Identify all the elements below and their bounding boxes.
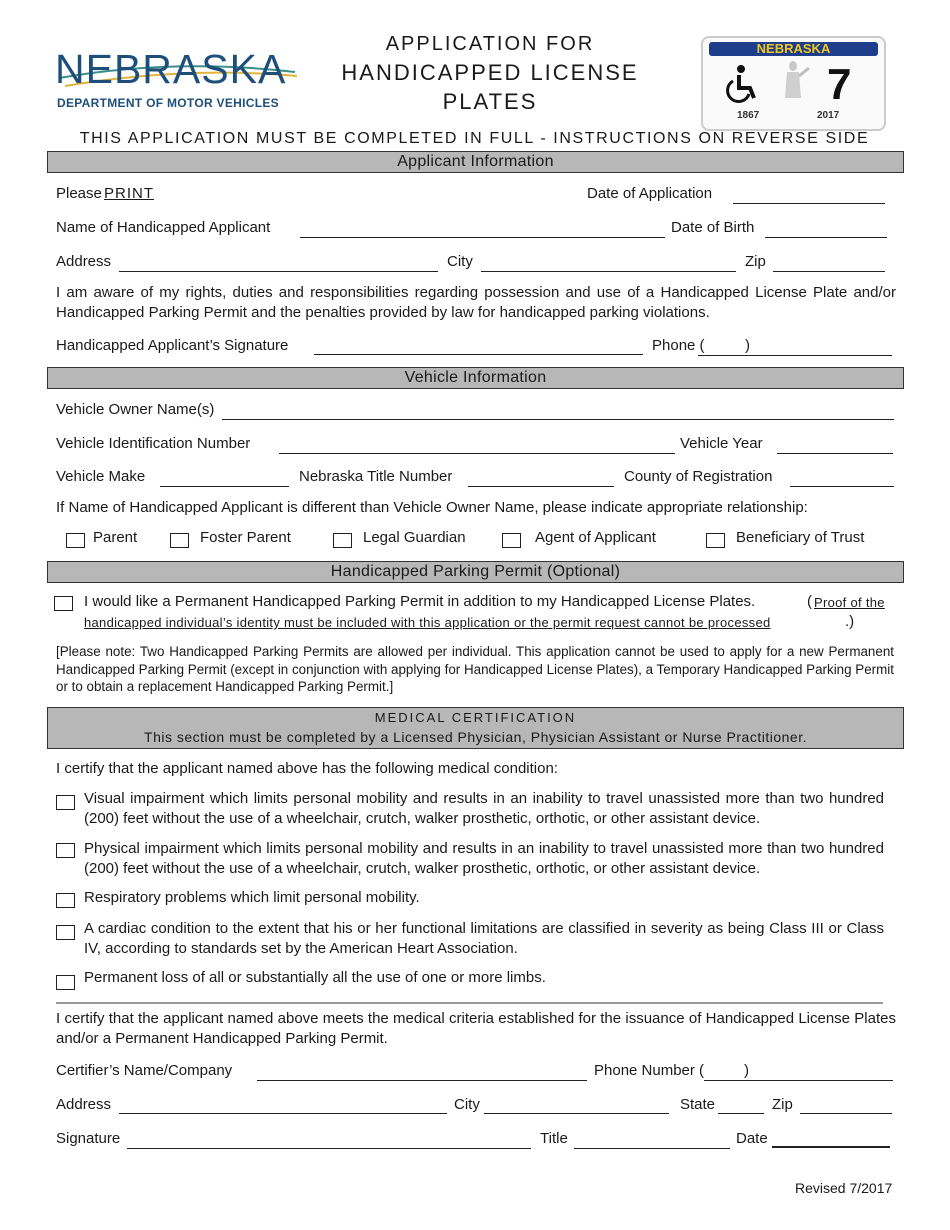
plate-year-right: 2017 [817,110,840,121]
certifier-name-field[interactable] [257,1080,587,1081]
certifier-signature-field[interactable] [127,1148,531,1149]
vin-label: Vehicle Identification Number [56,435,251,452]
certifier-date-field[interactable] [772,1146,890,1148]
legal-guardian-checkbox[interactable] [333,533,352,548]
county-label: County of Registration [624,468,773,485]
date-of-application-label: Date of Application [587,185,713,202]
applicant-phone-label: Phone ( [652,337,705,354]
respiratory-checkbox[interactable] [56,893,75,908]
applicant-city-field[interactable] [481,271,736,272]
applicant-address-field[interactable] [119,271,438,272]
revision-date: Revised 7/2017 [795,1180,893,1196]
logo-wordmark: NEBRASKA [55,46,287,92]
vehicle-owner-label: Vehicle Owner Name(s) [56,401,215,418]
plate-state: NEBRASKA [756,41,831,56]
cardiac-text: A cardiac condition to the extent that his or her functional limitations are classified in severity as being Class III or Class IV, according to standards set by the American Heart Association. [84,920,884,957]
beneficiary-of-trust-checkbox[interactable] [706,533,725,548]
date-of-application-field[interactable] [733,203,885,204]
instruction-banner: THIS APPLICATION MUST BE COMPLETED IN FULL - INSTRUCTIONS ON REVERSE SIDE [79,130,870,147]
plate-year-left: 1867 [737,110,760,121]
parent-checkbox[interactable] [66,533,85,548]
proof-open-paren: ( [807,593,812,610]
visual-impairment-checkbox[interactable] [56,795,75,810]
applicant-signature-label: Handicapped Applicant’s Signature [56,337,289,354]
legal-guardian-label: Legal Guardian [363,529,466,546]
certifier-address-label: Address [56,1096,112,1113]
sower-statue-icon [773,58,813,108]
date-of-birth-label: Date of Birth [671,219,755,236]
form-title-line3: PLATES [442,89,538,114]
relationship-prompt: If Name of Handicapped Applicant is different than Vehicle Owner Name, please indicate appropriate relationship: [56,499,808,516]
dmv-logo [55,46,300,112]
medical-certify-statement: I certify that the applicant named above meets the medical criteria established for the issuance of Handicapped License Plates and/or a Permanent Handicapped Parking Permit. [56,1010,896,1047]
medical-heading-subtitle: This section must be completed by a Licensed Physician, Physician Assistant or Nurse Practitioner. [144,729,807,745]
applicant-city-label: City [447,253,473,270]
proof-requirement-part2: handicapped individual’s identity must be included with this application or the permit request cannot be processed [84,615,771,630]
applicant-zip-label: Zip [745,253,766,270]
plate-number: 7 [827,60,852,109]
certifier-phone-field[interactable] [704,1080,893,1081]
certifier-phone-label: Phone Number ( [594,1062,705,1079]
respiratory-text: Respiratory problems which limit personal mobility. [84,889,420,906]
permit-request-text: I would like a Permanent Handicapped Parking Permit in addition to my Handicapped License Plates. [84,593,756,610]
permit-request-checkbox[interactable] [54,596,73,611]
foster-parent-checkbox[interactable] [170,533,189,548]
awareness-statement: I am aware of my rights, duties and responsibilities regarding possession and use of a Handicapped License Plate and/or Handicapped Parking Permit and the penalties provided by law for handicapped parking violations. [56,284,896,321]
applicant-phone-field[interactable] [698,355,892,356]
cardiac-checkbox[interactable] [56,925,75,940]
certifier-signature-label: Signature [56,1130,121,1147]
vehicle-make-field[interactable] [160,486,289,487]
please-label: Please [56,185,102,202]
applicant-phone-close: ) [745,337,750,354]
applicant-address-label: Address [56,253,112,270]
certifier-city-field[interactable] [484,1113,669,1114]
title-number-label: Nebraska Title Number [299,468,453,485]
certifier-address-field[interactable] [119,1113,447,1114]
certifier-phone-close: ) [744,1062,749,1079]
medical-heading-title: MEDICAL CERTIFICATION [374,710,577,725]
wheelchair-icon [719,64,759,104]
certifier-zip-label: Zip [772,1096,793,1113]
print-label: PRINT [104,185,154,202]
physical-impairment-checkbox[interactable] [56,843,75,858]
vehicle-make-label: Vehicle Make [56,468,146,485]
medical-intro: I certify that the applicant named above has the following medical condition: [56,760,558,777]
certifier-title-field[interactable] [574,1148,730,1149]
license-plate-image [701,36,886,131]
vin-field[interactable] [279,453,675,454]
vehicle-section-heading: Vehicle Information [47,367,904,389]
parent-label: Parent [93,529,138,546]
limb-loss-checkbox[interactable] [56,975,75,990]
permit-section-heading: Handicapped Parking Permit (Optional) [47,561,904,583]
medical-section-heading [47,707,904,749]
certifier-state-field[interactable] [718,1113,764,1114]
beneficiary-of-trust-label: Beneficiary of Trust [736,529,865,546]
vehicle-year-label: Vehicle Year [680,435,763,452]
county-field[interactable] [790,486,894,487]
vehicle-year-field[interactable] [777,453,893,454]
certifier-date-label: Date [736,1130,768,1147]
vehicle-owner-field[interactable] [222,419,894,420]
section-divider [56,1002,883,1004]
logo-department: DEPARTMENT OF MOTOR VEHICLES [57,96,279,110]
form-title-line1: APPLICATION FOR [385,33,595,55]
limb-loss-text: Permanent loss of all or substantially all the use of one or more limbs. [84,969,546,986]
permit-note: [Please note: Two Handicapped Parking Permits are allowed per individual. This application cannot be used to apply for a new Permanent Handicapped Parking Permit (except in conjunction with applying for Handicapped License Plates), a Temporary Handicapped Parking Permit or to obtain a replacement Handicapped Parking Permit.] [56,644,894,694]
foster-parent-label: Foster Parent [200,529,291,546]
certifier-title-label: Title [540,1130,568,1147]
certifier-name-label: Certifier’s Name/Company [56,1062,233,1079]
form-title-line2: HANDICAPPED LICENSE [341,60,639,85]
applicant-signature-field[interactable] [314,354,643,355]
certifier-city-label: City [454,1096,480,1113]
visual-impairment-text: Visual impairment which limits personal mobility and results in an inability to travel unassisted more than two hundred (200) feet without the use of a wheelchair, crutch, walker prosthetic, orthotic, or other assistant device. [84,790,884,827]
applicant-section-heading: Applicant Information [47,151,904,173]
proof-requirement-part1: Proof of the [814,595,885,610]
applicant-zip-field[interactable] [773,271,885,272]
agent-of-applicant-checkbox[interactable] [502,533,521,548]
applicant-name-field[interactable] [300,237,665,238]
date-of-birth-field[interactable] [765,237,887,238]
certifier-zip-field[interactable] [800,1113,892,1114]
certifier-state-label: State [680,1096,716,1113]
agent-of-applicant-label: Agent of Applicant [535,529,656,546]
applicant-name-label: Name of Handicapped Applicant [56,219,271,236]
title-number-field[interactable] [468,486,614,487]
physical-impairment-text: Physical impairment which limits personal mobility and results in an inability to travel unassisted more than two hundred (200) feet without the use of a wheelchair, crutch, walker prosthetic, orthotic, or other assistant device. [84,840,884,877]
proof-close-paren: .) [845,613,855,630]
